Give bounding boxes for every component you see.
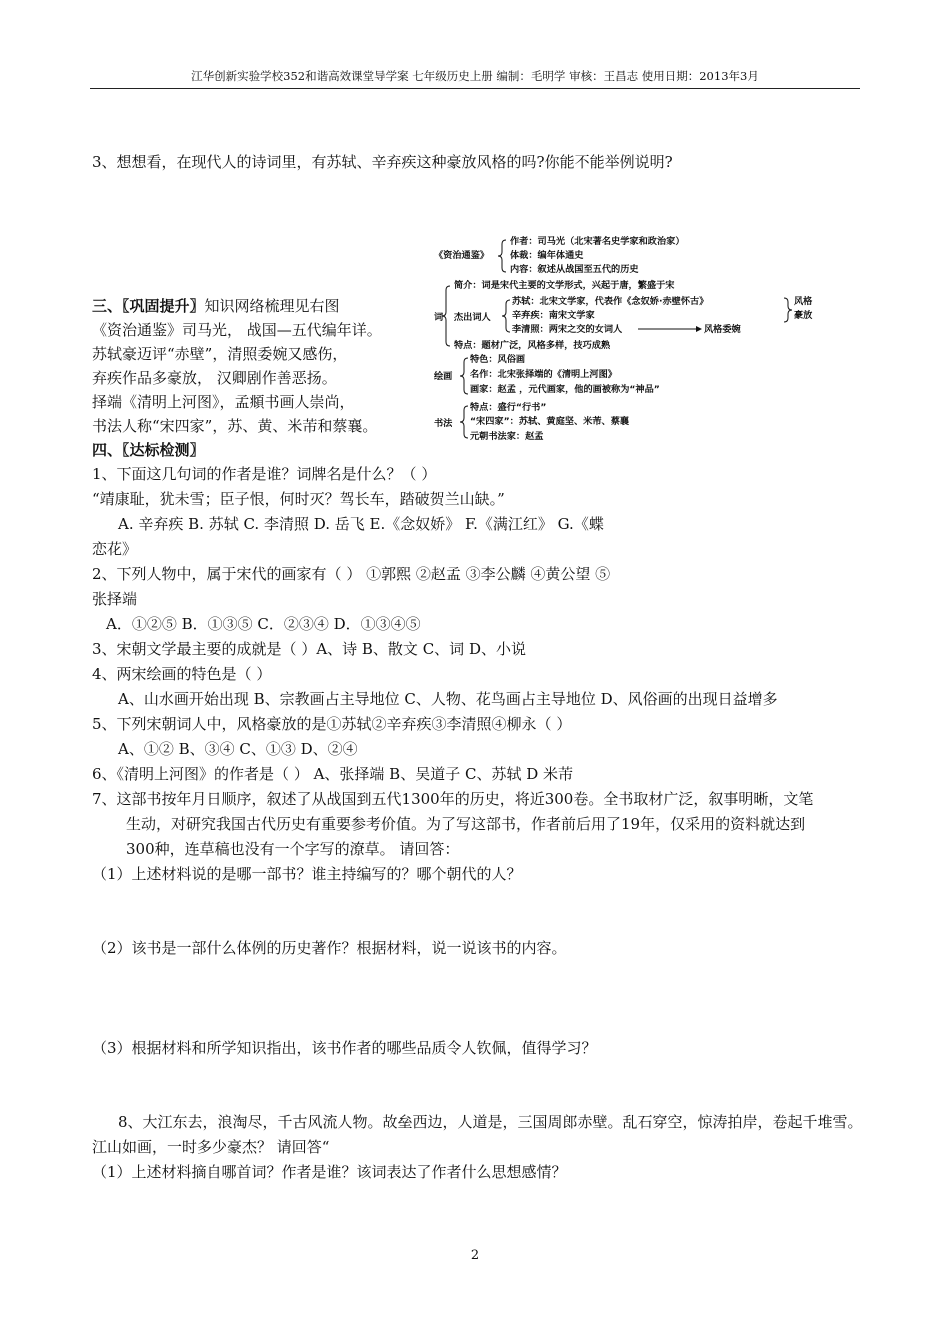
diagram-calligraphy-feature: 特点：盛行“行书” — [470, 402, 547, 413]
diagram-ci-li: 李清照：两宋之交的女词人 — [512, 324, 623, 335]
diagram-ci-xin: 辛弃疾：南宋文学家 — [512, 310, 595, 321]
question-8-sub-1: （1）上述材料摘自哪首词？作者是谁？该词表达了作者什么思想感情？ — [92, 1163, 567, 1181]
diagram-ci-sushi: 苏轼：北宋文学家，代表作《念奴娇·赤壁怀古》 — [512, 296, 709, 307]
question-7-sub-1: （1）上述材料说的是哪一部书？谁主持编写的？哪个朝代的人？ — [92, 865, 522, 883]
diagram-painting-label: 绘画 — [434, 371, 453, 382]
section4-title: 四、〖达标检测〗 — [92, 441, 205, 459]
question-1-options: A. 辛弃疾 B. 苏轼 C. 李清照 D. 岳飞 E.《念奴娇》 F.《满江红》 G.《蝶 — [118, 515, 604, 533]
question-6: 6、《清明上河图》的作者是（ ） A、张择端 B、吴道子 C、苏轼 D 米芾 — [92, 765, 574, 783]
diagram-ci-haofang-1: 风格 — [794, 296, 813, 307]
section3-heading — [92, 296, 340, 316]
diagram-zztj-author: 作者：司马光（北宋著名史学家和政治家） — [510, 236, 685, 247]
section3-title-tail: 知识网络梳理见右图 — [204, 297, 340, 315]
section3-title: 三、〖巩固提升〗 — [92, 297, 205, 315]
diagram-painting-work: 名作：北宋张择端的《清明上河图》 — [470, 369, 617, 380]
page-number: 2 — [470, 1248, 480, 1263]
diagram-ci-intro: 简介：词是宋代主要的文学形式，兴起于唐，繁盛于宋 — [454, 280, 675, 291]
diagram-painting-painter: 画家：赵孟 ，元代画家，他的画被称为“神品” — [470, 384, 660, 395]
question-8-line-1: 8、大江东去，浪淘尽，千古风流人物。故垒西边，人道是，三国周郎赤壁。乱石穿空，惊涛拍岸，卷起千堆雪。 — [118, 1113, 863, 1131]
diagram-ci-feature: 特点：题材广泛，风格多样，技巧成熟 — [454, 340, 611, 351]
knowledge-network-diagram — [432, 234, 832, 446]
diagram-zztj-content: 内容：叙述从战国至五代的历史 — [510, 264, 639, 275]
question-3: 3、宋朝文学最主要的成就是（ ）A、诗 B、散文 C、词 D、小说 — [92, 640, 526, 658]
diagram-ci-label: 词 — [434, 312, 444, 323]
header-divider — [90, 88, 860, 89]
section3-line: 书法人称“宋四家”，苏、黄、米芾和蔡襄。 — [92, 417, 378, 435]
question-7-line-3: 300种，连草稿也没有一个字写的潦草。 请回答： — [126, 840, 460, 858]
diagram-ci-poets-label: 杰出词人 — [454, 312, 491, 323]
question-2: 2、下列人物中，属于宋代的画家有（ ） ①郭熙 ②赵孟 ③李公麟 ④黄公望 ⑤ — [92, 565, 611, 583]
question-4-options: A、山水画开始出现 B、宗教画占主导地位 C、人物、花鸟画占主导地位 D、风俗画的出现日益增多 — [118, 690, 778, 708]
question-1-options-cont: 恋花》 — [92, 540, 138, 558]
section3-line: 弃疾作品多豪放， 汉卿剧作善恶扬。 — [92, 369, 337, 387]
question-7-sub-2: （2）该书是一部什么体例的历史著作？根据材料，说一说该书的内容。 — [92, 939, 567, 957]
question-2-options: A．①②⑤ B．①③⑤ C．②③④ D．①③④⑤ — [106, 615, 421, 633]
diagram-zztj-style: 体裁：编年体通史 — [510, 250, 584, 261]
diagram-calligraphy-yuan: 元朝书法家：赵孟 — [470, 431, 544, 442]
question-2-cont: 张择端 — [92, 590, 138, 608]
question-7-sub-3: （3）根据材料和所学知识指出，该书作者的哪些品质令人钦佩，值得学习？ — [92, 1039, 597, 1057]
section3-line: 苏轼豪迈评“赤壁”，清照委婉又感伤， — [92, 345, 348, 363]
diagram-painting-feature: 特色：风俗画 — [470, 354, 526, 365]
question-1: 1、下面这几句词的作者是谁？词牌名是什么？（ ） — [92, 465, 437, 483]
previous-question-3: 3、想想看，在现代人的诗词里，有苏轼、辛弃疾这种豪放风格的吗?你能不能举例说明? — [92, 153, 673, 171]
diagram-calligraphy-label: 书法 — [434, 418, 453, 429]
page-header: 江华创新实验学校352和谐高效课堂导学案 七年级历史上册 编制：毛明学 审核：王昌志 使用日期：2013年3月 — [191, 69, 759, 83]
question-7-line-1: 7、这部书按年月日顺序，叙述了从战国到五代1300年的历史，将近300卷。全书取材广泛，叙事明晰，文笔 — [92, 790, 814, 808]
diagram-ci-haofang-2: 豪放 — [794, 310, 813, 321]
diagram-zztj-label: 《资治通鉴》 — [434, 250, 490, 261]
question-7-line-2: 生动，对研究我国古代历史有重要参考价值。为了写这部书，作者前后用了19年，仅采用的资料就达到 — [126, 815, 806, 833]
section3-line: 择端《清明上河图》，孟頫书画人崇尚， — [92, 393, 355, 411]
diagram-calligraphy-four: “宋四家”：苏轼、黄庭坚、米芾、蔡襄 — [470, 416, 630, 427]
question-4: 4、两宋绘画的特色是（ ） — [92, 665, 272, 683]
question-1-quote: “靖康耻，犹未雪；臣子恨，何时灭？驾长车，踏破贺兰山缺。” — [92, 490, 505, 508]
question-5: 5、下列宋朝词人中，风格豪放的是①苏轼②辛弃疾③李清照④柳永（ ） — [92, 715, 572, 733]
question-8-line-2: 江山如画，一时多少豪杰？ 请回答“ — [92, 1138, 330, 1156]
question-5-options: A、①② B、③④ C、①③ D、②④ — [118, 740, 358, 758]
section3-line: 《资治通鉴》司马光， 战国—五代编年详。 — [92, 321, 382, 339]
diagram-ci-wanyue: 风格委婉 — [704, 324, 741, 335]
